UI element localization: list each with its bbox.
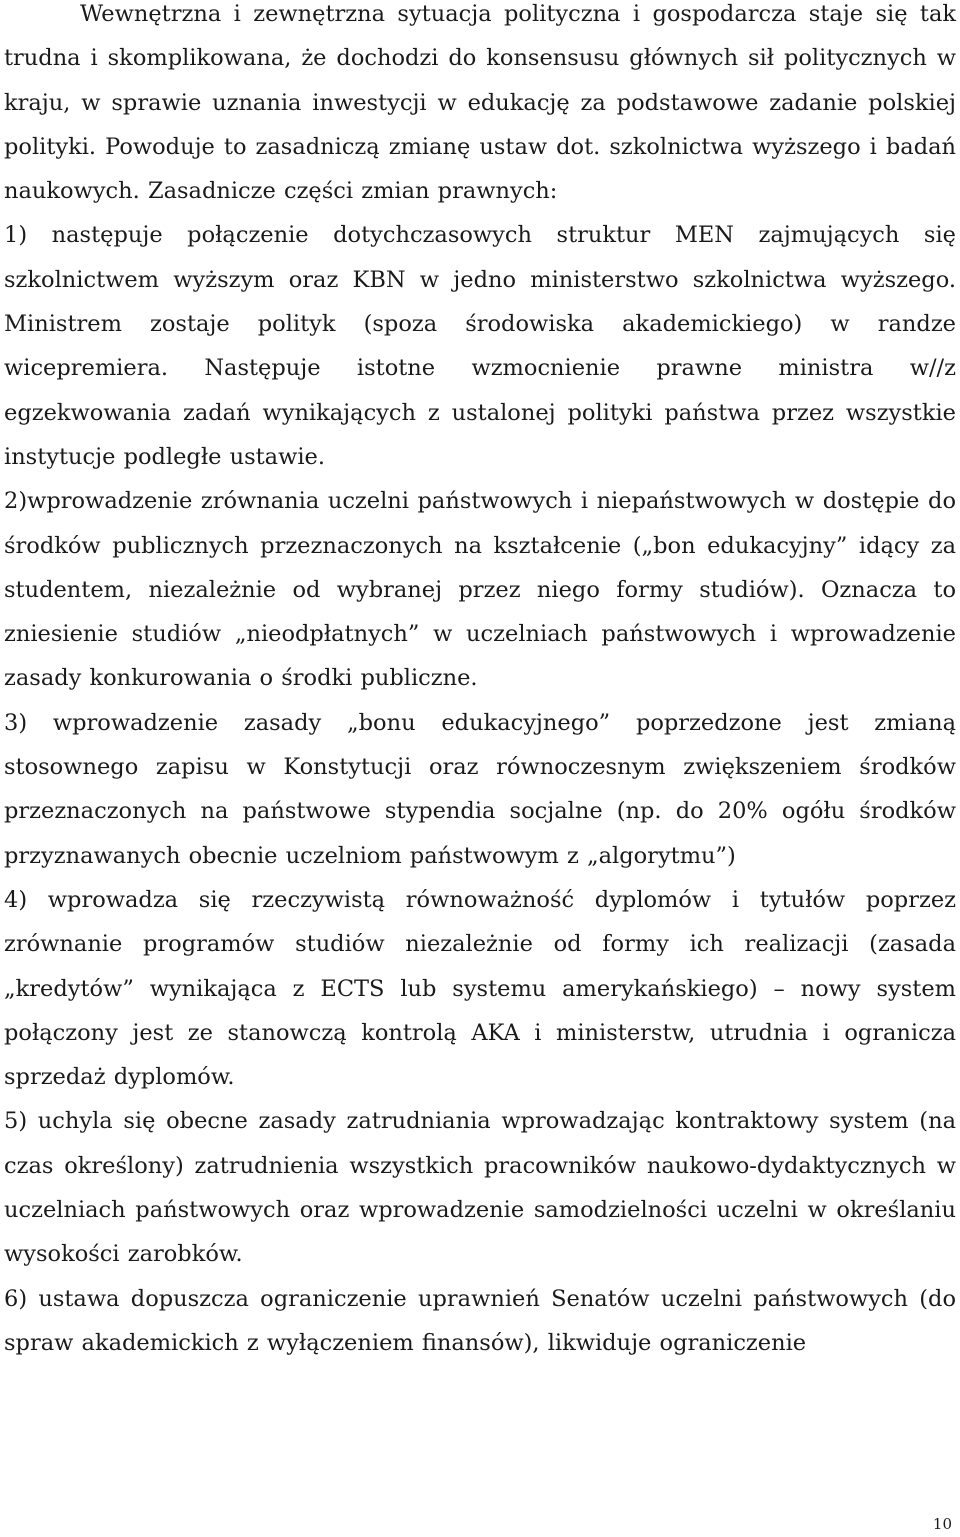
reform-point-4: 4) wprowadza się rzeczywistą równoważność dyplomów i tytułów poprzez zrównanie programów studiów niezależnie od formy ich realizacji (zasada „kredytów” wynikająca z ECTS lub systemu amerykańskiego) – nowy system połączony jest ze stanowczą kontrolą AKA i ministerstw, utrudnia i ogranicza sprzedaż dyplomów.	[4, 886, 956, 1091]
page-number: 10	[932, 1515, 952, 1533]
reform-point-1: 1) następuje połączenie dotychczasowych struktur MEN zajmujących się szkolnictwem wyższym oraz KBN w jedno ministerstwo szkolnictwa wyższego. Ministrem zostaje polityk (spoza środowiska akademickiego) w randze wicepremiera. Następuje istotne wzmocnienie prawne ministra w//z egzekwowania zadań wynikających z ustalonej polityki państwa przez wszystkie instytucje podległe ustawie.	[4, 222, 956, 470]
reform-point-6: 6) ustawa dopuszcza ograniczenie uprawnień Senatów uczelni państwowych (do spraw akademickich z wyłączeniem finansów), likwiduje ograniczenie	[4, 1285, 956, 1356]
reform-point-3: 3) wprowadzenie zasady „bonu edukacyjnego” poprzedzone jest zmianą stosownego zapisu w Konstytucji oraz równoczesnym zwiększeniem środków przeznaczonych na państwowe stypendia socjalne (np. do 20% ogółu środków przyznawanych obecnie uczelniom państwowym z „algorytmu”)	[4, 709, 956, 869]
reform-point-5: 5) uchyla się obecne zasady zatrudniania wprowadzając kontraktowy system (na czas określony) zatrudnienia wszystkich pracowników naukowo-dydaktycznych w uczelniach państwowych oraz wprowadzenie samodzielności uczelni w określaniu wysokości zarobków.	[4, 1108, 956, 1268]
intro-paragraph: Wewnętrzna i zewnętrzna sytuacja polityczna i gospodarcza staje się tak trudna i skomplikowana, że dochodzi do konsensusu głównych sił politycznych w kraju, w sprawie uznania inwestycji w edukację za podstawowe zadanie polskiej polityki. Powoduje to zasadniczą zmianę ustaw dot. szkolnictwa wyższego i badań naukowych. Zasadnicze części zmian prawnych:	[4, 1, 956, 205]
reform-point-2: 2)wprowadzenie zrównania uczelni państwowych i niepaństwowych w dostępie do środków publicznych przeznaczonych na kształcenie („bon edukacyjny” idący za studentem, niezależnie od wybranej przez niego formy studiów). Oznacza to zniesienie studiów „nieodpłatnych” w uczelniach państwowych i wprowadzenie zasady konkurowania o środki publiczne.	[4, 488, 956, 692]
document-page	[4, 0, 956, 1365]
